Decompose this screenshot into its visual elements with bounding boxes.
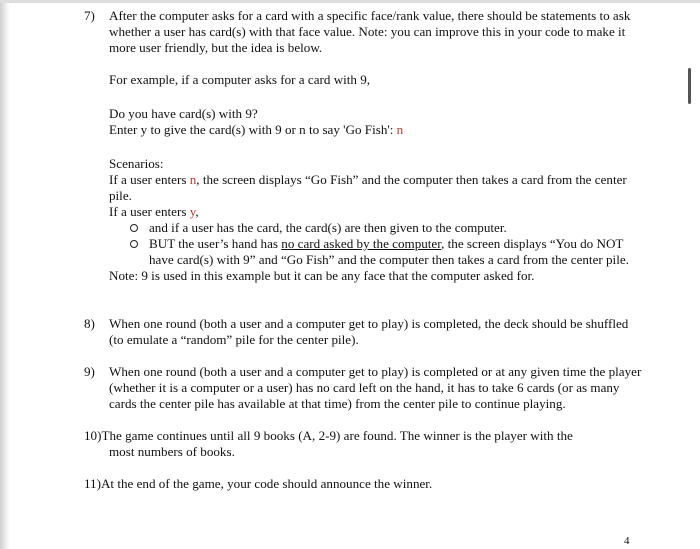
document-content [84,8,644,492]
scenario-y-lead: If a user enters [109,204,190,219]
scenario-y-value: y [189,204,196,219]
bullet-text-rest: , the screen displays “You do NOT have card(s) with 9” and “Go Fish” and the computer then takes a card from the center pile. [149,236,629,267]
scrollbar-thumb[interactable] [688,68,691,104]
scenario-n-lead: If a user enters [109,172,190,187]
page-left-edge [0,0,10,549]
item-text: After the computer asks for a card with a specific face/rank value, there should be statements to ask whether a user has card(s) with that face value. Note: you can improve this in your code to make it more user friendly, but the idea is below. [109,8,631,55]
scenario-y [109,204,644,220]
hollow-bullet-icon [130,224,138,232]
scenarios-heading: Scenarios: [109,156,164,171]
prompt-input-value: n [396,122,404,137]
scenario-n [109,172,644,204]
bullet-item [109,236,644,268]
list-item-7 [84,8,644,284]
scenario-n-value: n [189,172,197,187]
page-number: 4 [624,535,630,547]
list-item-9 [84,364,644,412]
scenario-n-rest: , the screen displays “Go Fish” and the computer then takes a card from the center pile. [109,172,627,203]
scenario-y-bullets [109,220,644,268]
scenario-y-rest: , [195,204,199,219]
item-number: 7) [84,8,95,23]
item-number: 10) [84,428,102,443]
item-text: When one round (both a user and a computer get to play) is completed or at any given time the player (whether it is a computer or a user) has no card left on the hand, it has to take 6 cards (or as many cards the center pile has available at that time) from the center pile to continue playing. [109,364,642,411]
prompt-line-1: Do you have card(s) with 9? [109,106,258,121]
item-number: 11) [84,476,101,491]
example-note: Note: 9 is used in this example but it can be any face that the computer asked for. [109,268,535,283]
page-top-edge [0,0,700,3]
prompt-line-2 [109,122,644,138]
bullet-text-underlined: no card asked by the computer [281,236,442,251]
hollow-bullet-icon [130,240,138,248]
item-first-line [84,476,644,492]
example-intro: For example, if a computer asks for a card with 9, [109,72,371,87]
item-text: At the end of the game, your code should announce the winner. [100,476,433,491]
item-first-line [84,428,644,444]
bullet-text: and if a user has the card, the card(s) are then given to the computer. [149,220,507,235]
list-item-11 [84,476,644,492]
bullet-text-lead: BUT the user’s hand has [149,236,282,251]
list-item-10 [84,428,644,460]
list-item-8 [84,316,644,348]
bullet-item [109,220,644,236]
item-text: When one round (both a user and a computer get to play) is completed, the deck should be shuffled (to emulate a “random” pile for the center pile). [109,316,629,347]
item-number: 9) [84,364,95,379]
item-text-lead: The game continues until all 9 books (A, 2-9) are found. The winner is the player with the [101,428,573,443]
item-text-continuation: most numbers of books. [109,444,235,459]
item-number: 8) [84,316,95,331]
prompt-text: Enter y to give the card(s) with 9 or n to say 'Go Fish': [109,122,397,137]
